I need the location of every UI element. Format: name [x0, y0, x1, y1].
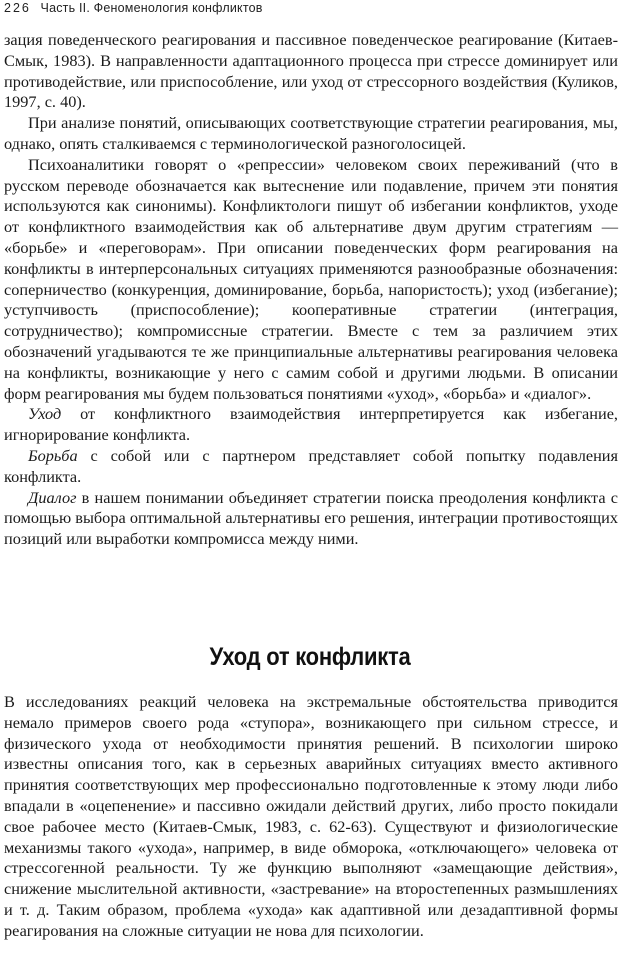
- running-title: Часть II. Феноменология конфликтов: [40, 1, 263, 15]
- term-struggle: Борьба: [28, 445, 78, 465]
- paragraph-struggle-definition: [4, 446, 618, 488]
- paragraph-dialogue-definition: [4, 488, 618, 550]
- body-text-top: [4, 30, 618, 550]
- page-number: 226: [4, 1, 31, 15]
- term-dialogue: Диалог: [28, 487, 77, 507]
- paragraph-withdrawal-definition: [4, 404, 618, 446]
- paragraph-psychoanalysts: Психоаналитики говорят о «репрессии» человеком своих переживаний (что в русском переводе обозначается как вытеснение или подавление, причем эти понятия используются как синонимы). Конфликтологи пишут об избегании конфликтов, уходе от конфликтного взаимодействия как об альтернативе двум другим стратегиям — «борьбе» и «переговорам». При описании поведенческих форм реагирования на конфликты в интерперсональных ситуациях применяются разнообразные обозначения: соперничество (конкуренция, доминирование, борьба, напористость); уход (избегание); уступчивость (приспособление); кооперативные стратегии (интеграция, сотрудничество); компромиссные стратегии. Вместе с тем за различием этих обозначений угадываются те же принципиальные альтернативы реагирования человека на конфликты, возникающие у него с самим собой и другими людьми. В описании форм реагирования мы будем пользоваться понятиями «уход», «борьба» и «диалог».: [4, 154, 618, 403]
- term-withdrawal: Уход: [28, 404, 62, 424]
- definition-text: от конфликтного взаимодействия интерпретируется как избегание, игнорирование конфликта.: [4, 404, 618, 445]
- paragraph-terminology: При анализе понятий, описывающих соответствующие стратегии реагирования, мы, однако, опять сталкиваемся с терминологической разноголосицей.: [4, 113, 618, 153]
- running-head: [4, 1, 263, 15]
- definition-text: с собой или с партнером представляет собой попытку подавления конфликта.: [4, 445, 618, 486]
- section-heading: Уход от конфликта: [209, 643, 411, 671]
- paragraph-extreme-situations: В исследованиях реакций человека на экстремальные обстоятельства приводится немало примеров своего рода «ступора», возникающего при сильном стрессе, и физического ухода от необходимости принятия решений. В психологии широко известны описания того, как в серьезных аварийных ситуациях вместо активного принятия соответствующих мер профессионально подготовленные к этому люди либо впадали в «оцепенение» и пассивно ожидали действий других, либо просто покидали свое рабочее место (Китаев-Смык, 1983, с. 62-63). Существуют и физиологические механизмы такого «ухода», например, в виде обморока, «отключающего» человека от стрессогенной реальности. Ту же функцию выполняют «замещающие действия», снижение мыслительной активности, «застревание» на второстепенных размышлениях и т. д. Таким образом, проблема «ухода» как адаптивной или дезадаптивной формы реагирования на сложные ситуации не нова для психологии.: [4, 692, 618, 940]
- definition-text: в нашем понимании объединяет стратегии поиска преодоления конфликта с помощью выбора оптимальной альтернативы его решения, интеграции противостоящих позиций или выработки компромисса между ними.: [4, 487, 618, 549]
- body-text-section: [4, 692, 618, 942]
- paragraph-continuation: зация поведенческого реагирования и пассивное поведенческое реагирование (Китаев-Смык, 1983). В направленности адаптационного процесса при стрессе доминирует или противодействие, или приспособление, или уход от стрессорного воздействия (Куликов, 1997, с. 40).: [4, 30, 618, 112]
